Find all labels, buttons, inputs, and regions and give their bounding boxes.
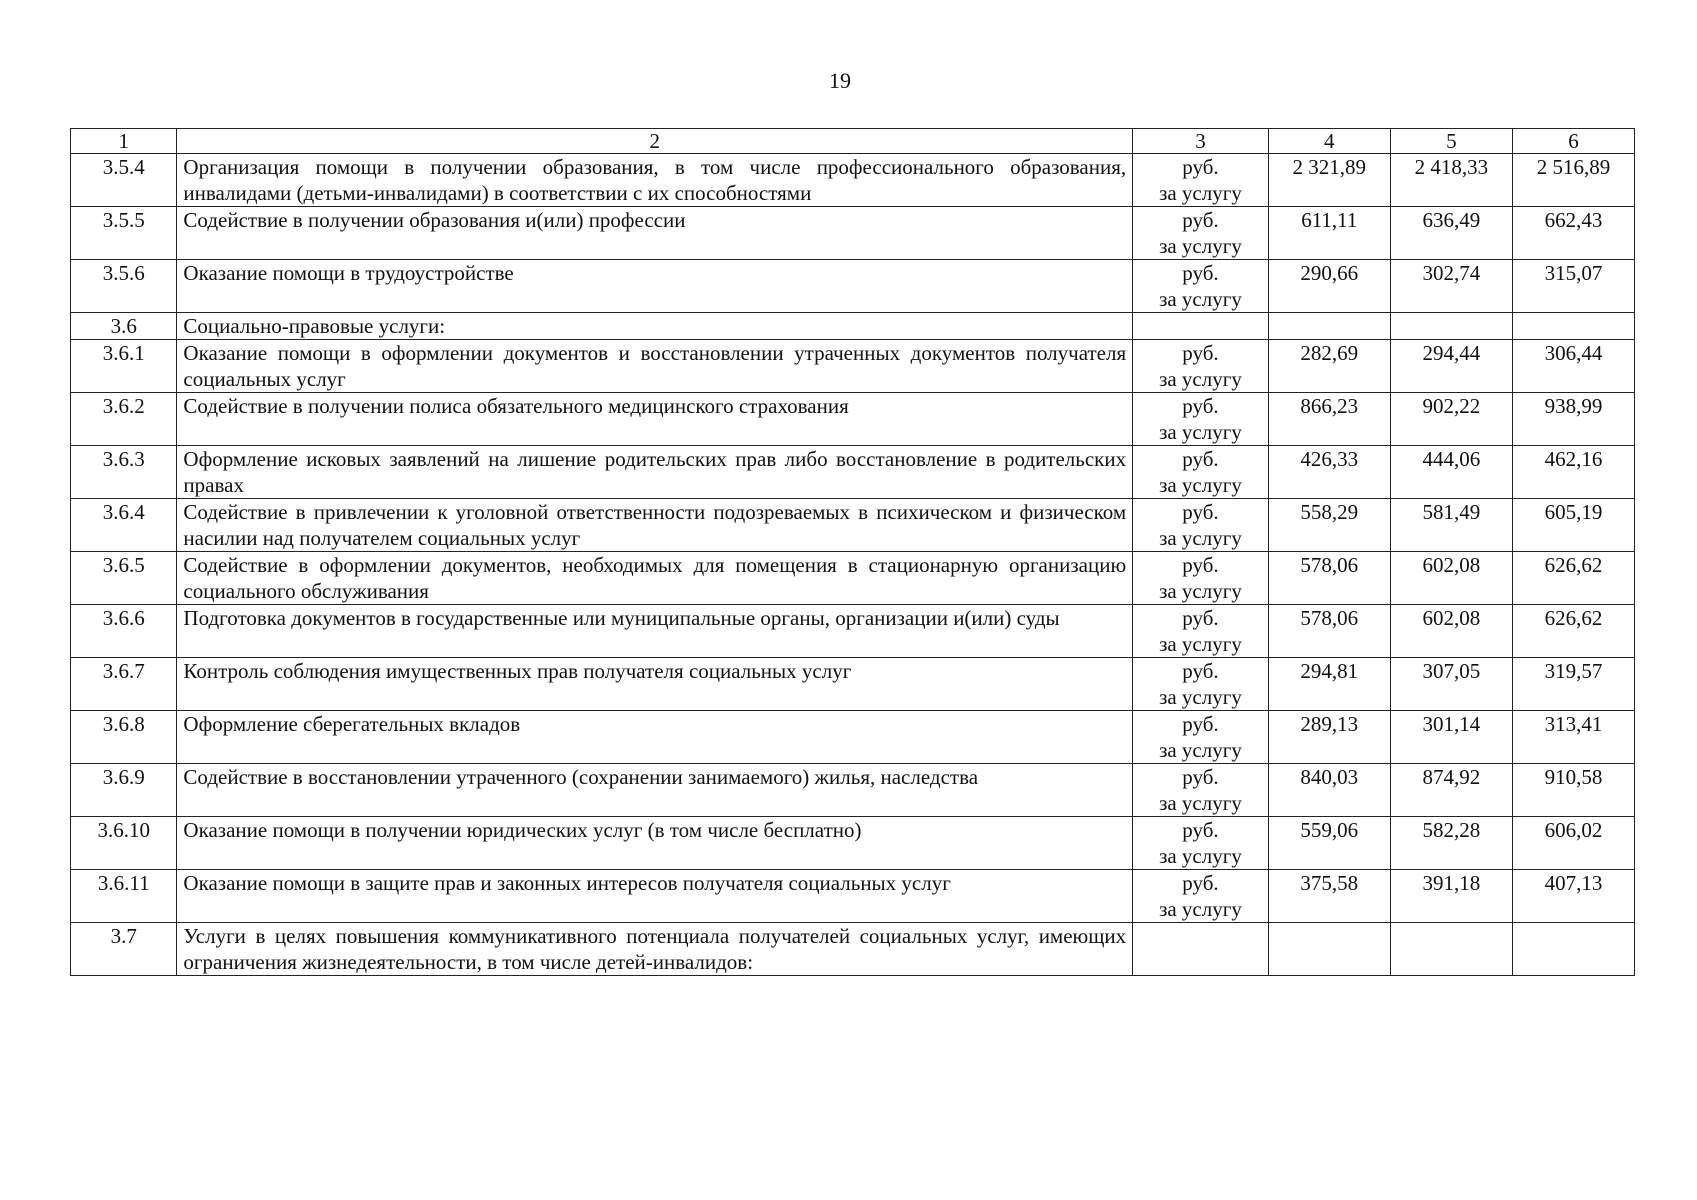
value-col-4: 866,23 [1268,393,1390,446]
unit-cell [1133,605,1269,658]
value-col-6: 407,13 [1512,870,1634,923]
unit-per-service: за услугу [1159,526,1242,550]
unit-cell [1133,207,1269,260]
table-row [71,552,1635,605]
row-number: 3.6.10 [71,817,177,870]
value-col-6: 2 516,89 [1512,154,1634,207]
page-number: 19 [829,68,851,93]
value-col-6: 462,16 [1512,446,1634,499]
row-number: 3.5.5 [71,207,177,260]
service-name: Содействие в привлечении к уголовной ответственности подозреваемых в психическом и физическом насилии над получателем социальных услуг [177,499,1133,552]
service-name: Социально-правовые услуги: [177,313,1133,340]
unit-currency: руб. [1182,659,1219,683]
table-body [71,129,1635,976]
unit-per-service: за услугу [1159,420,1242,444]
row-number: 3.6.1 [71,340,177,393]
service-name: Содействие в восстановлении утраченного (сохранении занимаемого) жилья, наследства [177,764,1133,817]
unit-per-service: за услугу [1159,791,1242,815]
unit-per-service: за услугу [1159,632,1242,656]
row-number: 3.6.8 [71,711,177,764]
unit-cell [1133,154,1269,207]
header-cell-5: 5 [1390,129,1512,154]
value-col-4 [1268,923,1390,976]
value-col-4 [1268,313,1390,340]
header-cell-2: 2 [177,129,1133,154]
unit-per-service: за услугу [1159,367,1242,391]
service-name: Оформление сберегательных вкладов [177,711,1133,764]
unit-cell [1133,817,1269,870]
unit-currency: руб. [1182,208,1219,232]
unit-cell [1133,393,1269,446]
value-col-5 [1390,313,1512,340]
table-row [71,340,1635,393]
unit-cell [1133,499,1269,552]
value-col-6: 626,62 [1512,552,1634,605]
value-col-5: 307,05 [1390,658,1512,711]
service-name: Контроль соблюдения имущественных прав получателя социальных услуг [177,658,1133,711]
service-name: Содействие в получении полиса обязательного медицинского страхования [177,393,1133,446]
service-name: Оказание помощи в оформлении документов и восстановлении утраченных документов получателя социальных услуг [177,340,1133,393]
unit-currency: руб. [1182,765,1219,789]
unit-per-service: за услугу [1159,738,1242,762]
service-name: Оказание помощи в получении юридических услуг (в том числе бесплатно) [177,817,1133,870]
table-row [71,764,1635,817]
service-name: Оформление исковых заявлений на лишение родительских прав либо восстановление в родительских правах [177,446,1133,499]
unit-currency: руб. [1182,394,1219,418]
value-col-5: 294,44 [1390,340,1512,393]
value-col-5 [1390,923,1512,976]
value-col-5: 582,28 [1390,817,1512,870]
table-row [71,393,1635,446]
value-col-4: 578,06 [1268,605,1390,658]
unit-per-service: за услугу [1159,579,1242,603]
unit-currency: руб. [1182,341,1219,365]
table-row [71,499,1635,552]
service-name: Содействие в оформлении документов, необходимых для помещения в стационарную организацию социального обслуживания [177,552,1133,605]
value-col-4: 578,06 [1268,552,1390,605]
value-col-5: 391,18 [1390,870,1512,923]
value-col-6: 319,57 [1512,658,1634,711]
unit-currency: руб. [1182,447,1219,471]
unit-cell [1133,446,1269,499]
unit-cell [1133,764,1269,817]
service-name: Услуги в целях повышения коммуникативного потенциала получателей социальных услуг, имеющих ограничения жизнедеятельности, в том числе детей-инвалидов: [177,923,1133,976]
value-col-4: 840,03 [1268,764,1390,817]
unit-currency: руб. [1182,606,1219,630]
value-col-6 [1512,923,1634,976]
unit-currency: руб. [1182,712,1219,736]
value-col-6: 662,43 [1512,207,1634,260]
unit-per-service: за услугу [1159,685,1242,709]
value-col-6: 910,58 [1512,764,1634,817]
value-col-4: 426,33 [1268,446,1390,499]
unit-per-service: за услугу [1159,287,1242,311]
row-number: 3.5.6 [71,260,177,313]
header-cell-6: 6 [1512,129,1634,154]
row-number: 3.6.4 [71,499,177,552]
unit-per-service: за услугу [1159,181,1242,205]
value-col-6: 315,07 [1512,260,1634,313]
tariff-table [70,128,1635,976]
unit-cell [1133,340,1269,393]
row-number: 3.6.3 [71,446,177,499]
unit-per-service: за услугу [1159,234,1242,258]
unit-cell [1133,313,1269,340]
value-col-6: 938,99 [1512,393,1634,446]
unit-cell [1133,260,1269,313]
row-number: 3.6 [71,313,177,340]
header-cell-4: 4 [1268,129,1390,154]
value-col-6: 605,19 [1512,499,1634,552]
unit-cell [1133,658,1269,711]
value-col-4: 558,29 [1268,499,1390,552]
value-col-4: 289,13 [1268,711,1390,764]
unit-per-service: за услугу [1159,897,1242,921]
service-name: Оказание помощи в трудоустройстве [177,260,1133,313]
unit-cell [1133,711,1269,764]
value-col-6: 606,02 [1512,817,1634,870]
table-row [71,313,1635,340]
table-row [71,154,1635,207]
row-number: 3.6.9 [71,764,177,817]
value-col-4: 2 321,89 [1268,154,1390,207]
value-col-4: 559,06 [1268,817,1390,870]
value-col-4: 290,66 [1268,260,1390,313]
table-row [71,870,1635,923]
service-name: Подготовка документов в государственные или муниципальные органы, организации и(или) суды [177,605,1133,658]
value-col-5: 444,06 [1390,446,1512,499]
table-row [71,923,1635,976]
header-cell-1: 1 [71,129,177,154]
table-row [71,605,1635,658]
value-col-5: 2 418,33 [1390,154,1512,207]
row-number: 3.6.6 [71,605,177,658]
unit-cell [1133,552,1269,605]
table-row [71,711,1635,764]
table-row [71,817,1635,870]
row-number: 3.6.7 [71,658,177,711]
unit-per-service: за услугу [1159,844,1242,868]
row-number: 3.5.4 [71,154,177,207]
unit-currency: руб. [1182,500,1219,524]
service-name: Оказание помощи в защите прав и законных интересов получателя социальных услуг [177,870,1133,923]
table-row [71,658,1635,711]
value-col-5: 302,74 [1390,260,1512,313]
value-col-6: 626,62 [1512,605,1634,658]
unit-cell [1133,870,1269,923]
unit-currency: руб. [1182,553,1219,577]
table-row [71,446,1635,499]
row-number: 3.7 [71,923,177,976]
value-col-4: 611,11 [1268,207,1390,260]
value-col-5: 602,08 [1390,552,1512,605]
unit-currency: руб. [1182,818,1219,842]
unit-per-service: за услугу [1159,473,1242,497]
value-col-5: 874,92 [1390,764,1512,817]
value-col-5: 636,49 [1390,207,1512,260]
unit-currency: руб. [1182,871,1219,895]
row-number: 3.6.2 [71,393,177,446]
value-col-6: 313,41 [1512,711,1634,764]
table-row [71,207,1635,260]
row-number: 3.6.5 [71,552,177,605]
header-cell-3: 3 [1133,129,1269,154]
value-col-5: 902,22 [1390,393,1512,446]
value-col-5: 301,14 [1390,711,1512,764]
value-col-5: 602,08 [1390,605,1512,658]
value-col-4: 294,81 [1268,658,1390,711]
value-col-4: 282,69 [1268,340,1390,393]
unit-currency: руб. [1182,155,1219,179]
service-name: Организация помощи в получении образования, в том числе профессионального образования, инвалидами (детьми-инвалидами) в соответствии с их способностями [177,154,1133,207]
table-row [71,260,1635,313]
value-col-5: 581,49 [1390,499,1512,552]
value-col-6 [1512,313,1634,340]
table-header-row [71,129,1635,154]
service-name: Содействие в получении образования и(или) профессии [177,207,1133,260]
unit-currency: руб. [1182,261,1219,285]
value-col-6: 306,44 [1512,340,1634,393]
value-col-4: 375,58 [1268,870,1390,923]
row-number: 3.6.11 [71,870,177,923]
unit-cell [1133,923,1269,976]
